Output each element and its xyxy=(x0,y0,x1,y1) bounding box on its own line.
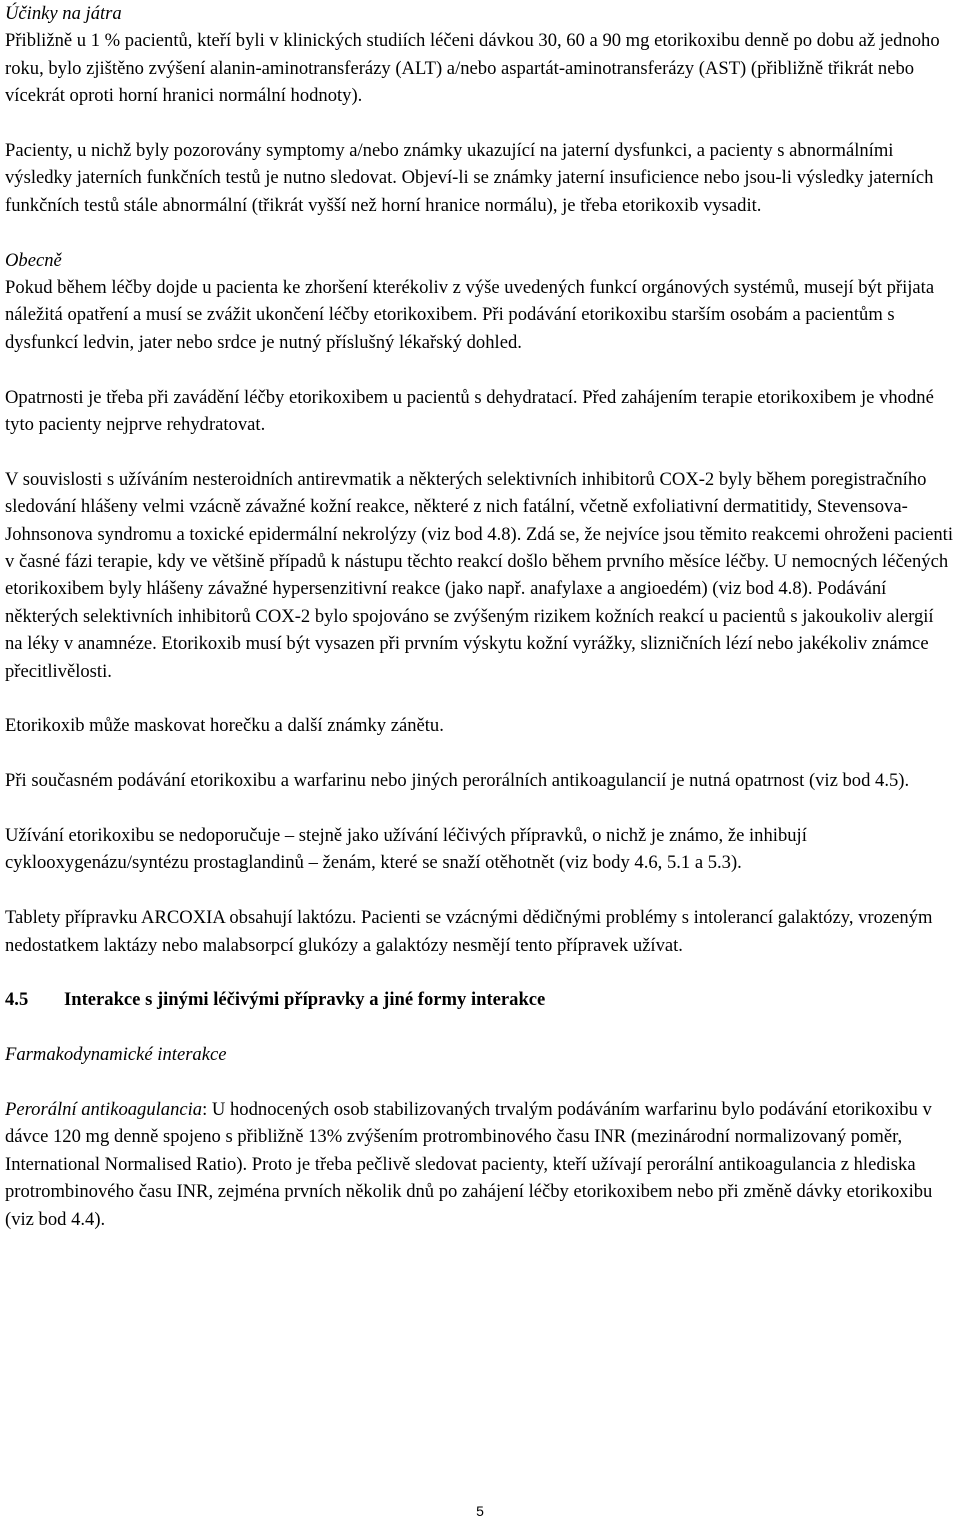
general-paragraph-3: V souvislosti s užíváním nesteroidních antirevmatik a některých selektivních inhibitorů COX-2 byly během poregistračního sledování hlášeny velmi vzácně závažné kožní reakce, některé z nich fatální, včetně exfoliativní dermatitidy, Stevensova-Johnsonova syndromu a toxické epidermální nekrolýzy (viz bod 4.8). Zdá se, že nejvíce jsou těmito reakcemi ohroženi pacienti v časné fázi terapie, kdy ve většině případů k nástupu těchto reakcí došlo během prvního měsíce léčby. U nemocných léčených etorikoxibem byly hlášeny závažné hypersenzitivní reakce (jako např. anafylaxe a angioedém) (viz bod 4.8). Podávání některých selektivních inhibitorů COX-2 bylo spojováno se zvýšeným rizikem kožních reakcí u pacientů s jakoukoliv alergií na léky v anamnéze. Etorikoxib musí být vysazen při prvním výskytu kožní vyrážky, slizničních lézí nebo jakékoliv známce přecitlivělosti. xyxy=(5,468,953,682)
oral-anticoagulants-label: Perorální antikoagulancia xyxy=(5,1099,203,1121)
general-paragraph-6: Užívání etorikoxibu se nedoporučuje – stejně jako užívání léčivých přípravků, o nichž je známo, že inhibují cyklooxygenázu/syntézu prostaglandinů – ženám, které se snaží otěhotnět (viz body 4.6, 5.1 a 5.3). xyxy=(5,825,807,874)
section-number: 4.5 xyxy=(5,989,29,1011)
general-heading: Obecně xyxy=(5,249,62,271)
section-heading xyxy=(5,986,955,1013)
liver-effects-heading: Účinky na játra xyxy=(5,3,122,24)
pharmacodynamic-heading: Farmakodynamické interakce xyxy=(5,1044,227,1066)
page-number: 5 xyxy=(476,1503,484,1519)
section-title: Interakce s jinými léčivými přípravky a jiné formy interakce xyxy=(64,989,546,1011)
oral-anticoagulants-paragraph xyxy=(5,1096,955,1233)
general-paragraph-2: Opatrnosti je třeba při zavádění léčby etorikoxibem u pacientů s dehydratací. Před zahájením terapie etorikoxibem je vhodné tyto pacienty nejprve rehydratovat. xyxy=(5,386,934,436)
general-paragraph-4: Etorikoxib může maskovat horečku a další známky zánětu. xyxy=(5,715,444,737)
general-paragraph-7: Tablety přípravku ARCOXIA obsahují laktózu. Pacienti se vzácnými dědičnými problémy s intolerancí galaktózy, vrozeným nedostatkem laktázy nebo malabsorpcí glukózy a galaktózy nesmějí tento přípravek užívat. xyxy=(5,907,933,956)
general-paragraph-5: Při současném podávání etorikoxibu a warfarinu nebo jiných perorálních antikoagulancií je nutná opatrnost (viz bod 4.5). xyxy=(5,770,910,792)
liver-paragraph-1: Přibližně u 1 % pacientů, kteří byli v klinických studiích léčeni dávkou 30, 60 a 90 mg etorikoxibu denně po dobu až jednoho roku, bylo zjištěno zvýšení alanin-aminotransferázy (ALT) a/nebo aspartát-aminotransferázy (AST) (přibližně třikrát nebo vícekrát oproti horní hranici normální hodnoty). xyxy=(5,30,940,107)
liver-paragraph-2: Pacienty, u nichž byly pozorovány symptomy a/nebo známky ukazující na jaterní dysfunkci, a pacienty s abnormálními výsledky jaterních funkčních testů je nutno sledovat. Objeví-li se známky jaterní insuficience nebo jsou-li výsledky jaterních funkčních testů stále abnormální (třikrát vyšší než horní hranice normálu), je třeba etorikoxib vysadit. xyxy=(5,140,934,216)
oral-anticoagulants-text: : U hodnocených osob stabilizovaných trvalým podáváním warfarinu bylo podávání etorikoxibu v dávce 120 mg denně spojeno s přibližně 13% zvýšením protrombinového času INR (mezinárodní normalizovaný poměr, International Normalised Ratio). Proto je třeba pečlivě sledovat pacienty, kteří užívají perorální antikoagulancia z hlediska protrombinového času INR, zejména prvních několik dnů po zahájení léčby etorikoxibem nebo při změně dávky etorikoxibu (viz bod 4.4). xyxy=(5,1099,933,1230)
general-paragraph-1: Pokud během léčby dojde u pacienta ke zhoršení kterékoliv z výše uvedených funkcí orgánových systémů, musejí být přijata náležitá opatření a musí se zvážit ukončení léčby etorikoxibem. Při podávání etorikoxibu starším osobám a pacientům s dysfunkcí ledvin, jater nebo srdce je nutný příslušný lékařský dohled. xyxy=(5,277,935,353)
document-page xyxy=(5,0,955,1233)
